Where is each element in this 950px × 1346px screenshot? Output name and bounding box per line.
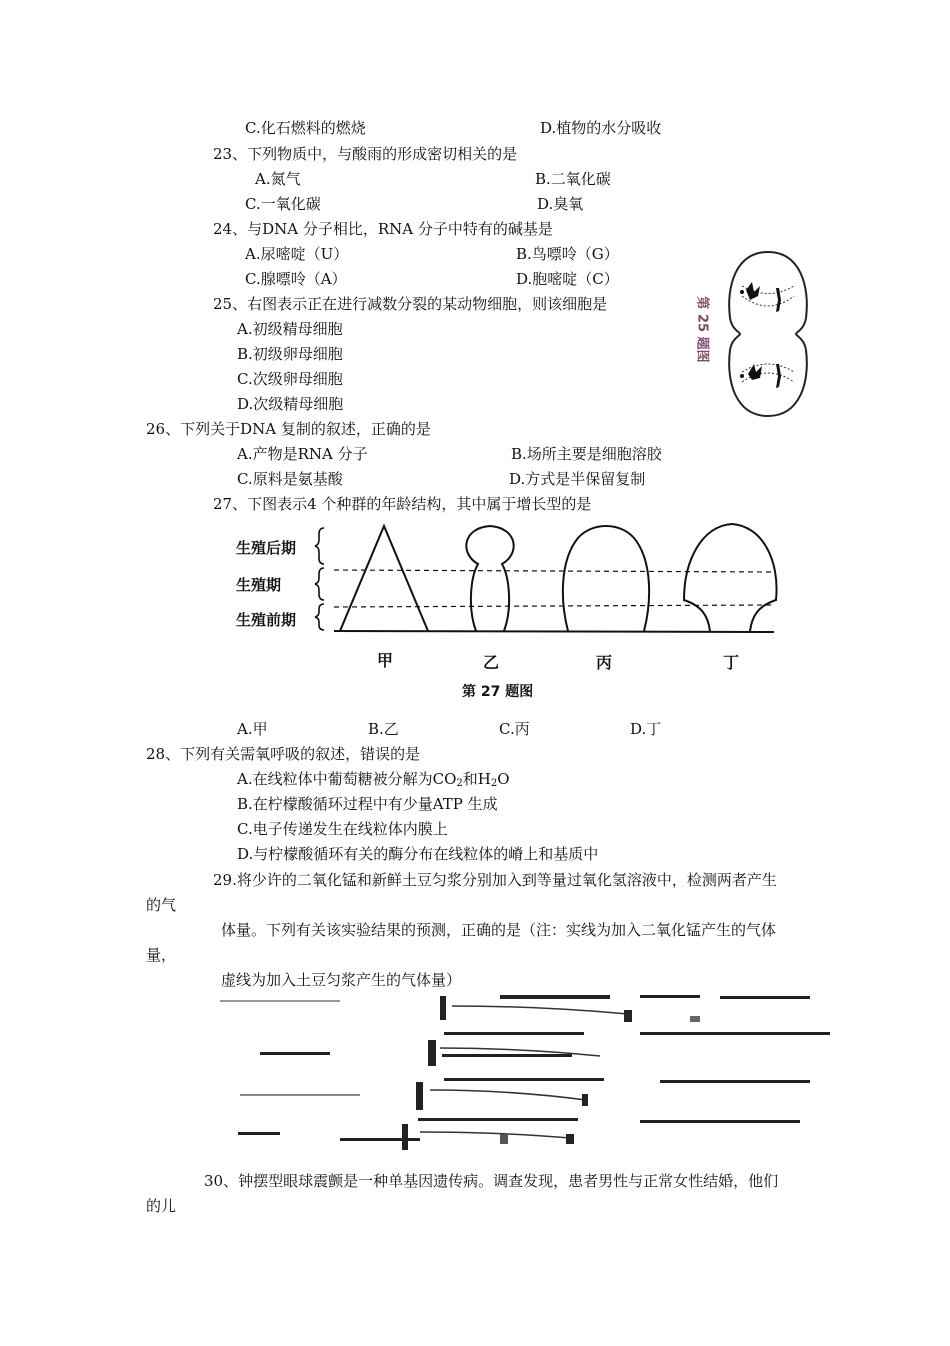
q26-stem: 26、下列关于DNA 复制的叙述，正确的是 [146, 420, 431, 438]
q28-a-sub-h2o: 2 [490, 778, 498, 789]
q27-option-c: C.丙 [499, 720, 530, 738]
q28-stem: 28、下列有关需氧呼吸的叙述，错误的是 [146, 745, 421, 763]
q29-line1-wrap: 的气 [146, 896, 177, 914]
q25-option-b: B.初级卵母细胞 [237, 345, 343, 363]
q29-line1: 29.将少许的二氧化锰和新鲜土豆匀浆分别加入到等量过氧化氢溶液中，检测两者产生 [213, 871, 777, 889]
centriole [740, 290, 744, 294]
q28-option-a [237, 769, 510, 794]
q27-option-b: B.乙 [368, 720, 399, 738]
q29-line2-wrap: 量， [146, 946, 177, 964]
q30-line1-wrap: 的儿 [146, 1197, 177, 1215]
boundary-line-lower [334, 605, 772, 607]
q23-option-c: C.一氧化碳 [245, 195, 321, 213]
q27-option-d: D.丁 [630, 720, 662, 738]
q25-stem: 25、右图表示正在进行减数分裂的某动物细胞，则该细胞是 [213, 295, 608, 313]
shape-label-bing: 丙 [596, 653, 613, 672]
q27-figure-caption: 第 27 题图 [462, 684, 534, 700]
q28-a-text: A.在线粒体中葡萄糖被分解为CO [237, 770, 457, 788]
q28-a-mid: 和H [462, 770, 491, 788]
q23-stem: 23、下列物质中，与酸雨的形成密切相关的是 [213, 145, 518, 163]
q24-option-c: C.腺嘌呤（A） [245, 270, 347, 288]
shape-jia [340, 526, 428, 631]
stage-braces [315, 528, 324, 630]
q25-option-d: D.次级精母细胞 [237, 395, 344, 413]
q24-stem: 24、与DNA 分子相比，RNA 分子中特有的碱基是 [213, 220, 553, 238]
q25-cell-figure [722, 246, 814, 422]
q27-option-a: A.甲 [237, 720, 268, 738]
cell-membrane [729, 252, 807, 416]
q27-age-structure-figure [310, 520, 780, 640]
q28-option-d: D.与柠檬酸循环有关的酶分布在线粒体的嵴上和基质中 [237, 845, 599, 863]
spindle-fibers [742, 286, 794, 382]
q26-option-b: B.场所主要是细胞溶胶 [511, 445, 662, 463]
q22-option-c: C.化石燃料的燃烧 [245, 119, 366, 137]
centriole [740, 374, 744, 378]
q23-option-d: D.臭氧 [537, 195, 584, 213]
q23-option-b: B.二氧化碳 [535, 170, 611, 188]
shape-label-jia: 甲 [377, 651, 394, 670]
q29-line3: 虚线为加入土豆匀浆产生的气体量） [221, 971, 462, 989]
q26-option-c: C.原料是氨基酸 [237, 470, 343, 488]
shape-label-yi: 乙 [483, 653, 500, 672]
boundary-line-upper [334, 570, 772, 572]
q24-option-d: D.胞嘧啶（C） [516, 270, 619, 288]
q28-a-sub-co2: 2 [456, 778, 463, 789]
q22-option-d: D.植物的水分吸收 [540, 119, 662, 137]
q30-line1: 30、钟摆型眼球震颤是一种单基因遗传病。调查发现，患者男性与正常女性结婚，他们 [204, 1172, 779, 1190]
q26-option-a: A.产物是RNA 分子 [237, 445, 368, 463]
shape-bing [563, 526, 649, 631]
q25-option-c: C.次级卵母细胞 [237, 370, 343, 388]
q25-figure-caption: 第 25 题图 [694, 296, 710, 363]
q28-option-c: C.电子传递发生在线粒体内膜上 [237, 820, 448, 838]
q28-option-b: B.在柠檬酸循环过程中有少量ATP 生成 [237, 795, 498, 813]
shape-ding [684, 524, 777, 631]
q27-stem: 27、下图表示4 个种群的年龄结构，其中属于增长型的是 [213, 495, 592, 513]
stage-label-post: 生殖后期 [236, 539, 297, 557]
q29-graph-options [220, 990, 832, 1150]
stage-label-reproductive: 生殖期 [236, 576, 282, 594]
q29-line2: 体量。下列有关该实验结果的预测，正确的是（注：实线为加入二氧化锰产生的气体 [221, 921, 777, 939]
q23-option-a: A.氮气 [255, 170, 301, 188]
stage-label-pre: 生殖前期 [236, 611, 297, 629]
q24-option-a: A.尿嘧啶（U） [245, 245, 349, 263]
q25-option-a: A.初级精母细胞 [237, 320, 343, 338]
q26-option-d: D.方式是半保留复制 [509, 470, 646, 488]
shape-label-ding: 丁 [723, 653, 740, 672]
q24-option-b: B.鸟嘌呤（G） [516, 245, 619, 263]
chromosomes [746, 282, 781, 388]
shape-yi [466, 526, 513, 631]
q28-a-post: O [497, 770, 510, 788]
baseline [334, 631, 774, 632]
